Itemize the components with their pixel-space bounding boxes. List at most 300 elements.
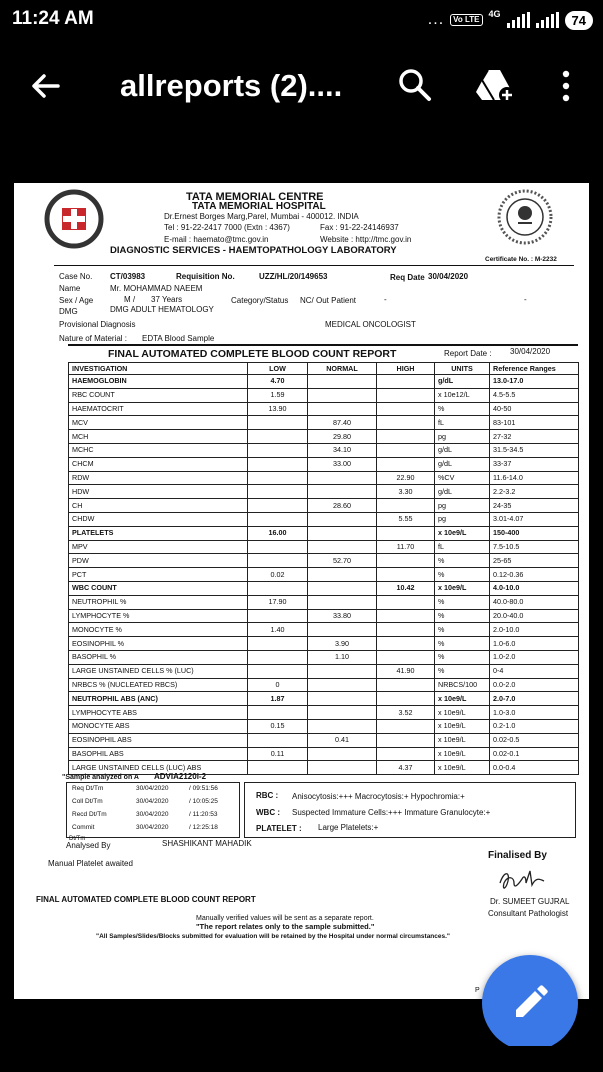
hospital-website: Website : http://tmc.gov.in	[320, 235, 412, 244]
reference-cell: 0.12-0.36	[490, 568, 579, 582]
high-cell	[377, 457, 435, 471]
platelet-morphology-label: PLATELET :	[256, 824, 302, 833]
table-row	[69, 375, 579, 389]
low-cell	[248, 512, 308, 526]
low-cell: 1.87	[248, 692, 308, 706]
signal-icon	[507, 12, 530, 28]
investigation-cell: MCH	[69, 430, 248, 444]
notification-dots: ...	[427, 11, 445, 28]
high-cell	[377, 443, 435, 457]
low-cell	[248, 471, 308, 485]
unit-cell: x 10e9/L	[435, 761, 490, 775]
high-cell: 22.90	[377, 471, 435, 485]
unit-cell: x 10e9/L	[435, 526, 490, 540]
unit-cell: g/dL	[435, 375, 490, 389]
normal-cell	[308, 581, 377, 595]
normal-cell: 33.80	[308, 609, 377, 623]
table-row	[69, 499, 579, 513]
investigation-cell: NRBCS % (NUCLEATED RBCS)	[69, 678, 248, 692]
investigation-cell: LYMPHOCYTE %	[69, 609, 248, 623]
hospital-name: TATA MEMORIAL HOSPITAL	[192, 201, 326, 212]
hospital-tel: Tel : 91-22-2417 7000 (Extn : 4367)	[164, 223, 290, 232]
dmg-label: DMG	[59, 307, 78, 316]
table-row	[69, 623, 579, 637]
high-cell	[377, 402, 435, 416]
table-row	[69, 430, 579, 444]
column-header: LOW	[248, 363, 308, 375]
column-header: UNITS	[435, 363, 490, 375]
low-cell	[248, 664, 308, 678]
table-row	[69, 581, 579, 595]
analysed-by-label: Analysed By	[66, 841, 111, 850]
investigation-cell: BASOPHIL %	[69, 650, 248, 664]
table-row	[69, 706, 579, 720]
reference-cell: 7.5-10.5	[490, 540, 579, 554]
normal-cell	[308, 402, 377, 416]
unit-cell: fL	[435, 540, 490, 554]
normal-cell: 33.00	[308, 457, 377, 471]
normal-cell	[308, 747, 377, 761]
timestamp-time: / 09:51:56	[189, 785, 218, 792]
category-value: NC/ Out Patient	[300, 296, 357, 305]
high-cell	[377, 650, 435, 664]
normal-cell	[308, 706, 377, 720]
manual-platelet-note: Manual Platelet awaited	[48, 859, 133, 868]
high-cell	[377, 388, 435, 402]
reference-cell: 27-32	[490, 430, 579, 444]
investigation-cell: BASOPHIL ABS	[69, 747, 248, 761]
commit-dt-label: Dt/Tm	[69, 836, 86, 842]
unit-cell: %	[435, 609, 490, 623]
low-cell: 17.90	[248, 595, 308, 609]
page-marker: P	[475, 987, 480, 994]
rbc-morphology-value: Anisocytosis:+++ Macrocytosis:+ Hypochromia:+	[292, 792, 465, 801]
normal-cell	[308, 664, 377, 678]
investigation-cell: CHCM	[69, 457, 248, 471]
unit-cell: x 10e9/L	[435, 706, 490, 720]
unit-cell: %	[435, 650, 490, 664]
low-cell: 1.40	[248, 623, 308, 637]
table-row	[69, 512, 579, 526]
reference-cell: 2.0-7.0	[490, 692, 579, 706]
material-label: Nature of Material :	[59, 334, 128, 343]
document-title: allreports (2)....	[120, 68, 343, 103]
department-name: DIAGNOSTIC SERVICES - HAEMTOPATHOLOGY LABORATORY	[110, 245, 397, 256]
unit-cell: %	[435, 623, 490, 637]
unit-cell: %CV	[435, 471, 490, 485]
high-cell	[377, 568, 435, 582]
unit-cell: x 10e9/L	[435, 719, 490, 733]
investigation-cell: CH	[69, 499, 248, 513]
unit-cell: g/dL	[435, 457, 490, 471]
low-cell	[248, 430, 308, 444]
reference-cell: 25-65	[490, 554, 579, 568]
low-cell	[248, 485, 308, 499]
normal-cell	[308, 485, 377, 499]
low-cell	[248, 416, 308, 430]
investigation-cell: RBC COUNT	[69, 388, 248, 402]
timestamp-time: / 11:20:53	[189, 811, 218, 818]
column-header: HIGH	[377, 363, 435, 375]
table-header-row	[69, 363, 579, 375]
case-value: CT/03983	[110, 272, 146, 281]
add-to-drive-icon[interactable]	[474, 66, 516, 104]
investigation-cell: PCT	[69, 568, 248, 582]
analysed-by-value: SHASHIKANT MAHADIK	[162, 839, 252, 848]
investigation-cell: RDW	[69, 471, 248, 485]
hospital-email: E-mail : haemato@tmc.gov.in	[164, 235, 269, 244]
tmc-logo-icon	[38, 189, 110, 249]
req-date-label: Req Date	[390, 273, 425, 282]
timestamp-time: / 12:25:18	[189, 824, 218, 831]
unit-cell: pg	[435, 512, 490, 526]
high-cell: 4.37	[377, 761, 435, 775]
normal-cell: 29.80	[308, 430, 377, 444]
unit-cell: x 10e12/L	[435, 388, 490, 402]
dmg-value: DMG ADULT HEMATOLOGY	[110, 305, 214, 314]
low-cell: 0.15	[248, 719, 308, 733]
low-cell	[248, 733, 308, 747]
timestamp-label: Commit	[72, 824, 95, 831]
low-cell	[248, 650, 308, 664]
rbc-morphology-label: RBC :	[256, 791, 279, 800]
high-cell	[377, 526, 435, 540]
app-bar	[0, 40, 603, 136]
reference-cell: 83-101	[490, 416, 579, 430]
high-cell	[377, 609, 435, 623]
search-icon[interactable]	[396, 66, 434, 104]
high-cell: 41.90	[377, 664, 435, 678]
normal-cell	[308, 595, 377, 609]
timestamp-label: Req Dt/Tm	[72, 785, 104, 792]
unit-cell: x 10e9/L	[435, 733, 490, 747]
reference-cell: 4.5-5.5	[490, 388, 579, 402]
reference-cell: 0.2-1.0	[490, 719, 579, 733]
high-cell	[377, 692, 435, 706]
unit-cell: x 10e9/L	[435, 692, 490, 706]
normal-cell: 34.10	[308, 443, 377, 457]
column-header: NORMAL	[308, 363, 377, 375]
table-row	[69, 650, 579, 664]
header-divider	[54, 265, 574, 266]
cbc-results-table	[68, 362, 579, 775]
investigation-cell: WBC COUNT	[69, 581, 248, 595]
unit-cell: NRBCS/100	[435, 678, 490, 692]
high-cell	[377, 375, 435, 389]
low-cell	[248, 457, 308, 471]
table-row	[69, 678, 579, 692]
table-row	[69, 416, 579, 430]
investigation-cell: HAEMOGLOBIN	[69, 375, 248, 389]
reference-cell: 1.0-2.0	[490, 650, 579, 664]
low-cell: 13.90	[248, 402, 308, 416]
investigation-cell: EOSINOPHIL ABS	[69, 733, 248, 747]
report-title: FINAL AUTOMATED COMPLETE BLOOD COUNT REPORT	[108, 348, 397, 360]
certification-seal-icon	[482, 187, 568, 251]
table-row	[69, 485, 579, 499]
investigation-cell: MONOCYTE ABS	[69, 719, 248, 733]
unit-cell: x 10e9/L	[435, 581, 490, 595]
normal-cell	[308, 761, 377, 775]
unit-cell: %	[435, 637, 490, 651]
report-date-label: Report Date :	[444, 349, 492, 358]
column-header: INVESTIGATION	[69, 363, 248, 375]
unit-cell: fL	[435, 416, 490, 430]
high-cell	[377, 747, 435, 761]
table-row	[69, 664, 579, 678]
reference-cell: 20.0-40.0	[490, 609, 579, 623]
patient-name: Mr. MOHAMMAD NAEEM	[110, 284, 203, 293]
table-row	[69, 747, 579, 761]
network-type-label: 4G	[488, 9, 501, 19]
reference-cell: 0.0-0.4	[490, 761, 579, 775]
low-cell	[248, 554, 308, 568]
table-row	[69, 554, 579, 568]
analyzer-value: ADVIA2120i-2	[154, 772, 207, 781]
reference-cell: 33-37	[490, 457, 579, 471]
reference-cell: 40-50	[490, 402, 579, 416]
table-row	[69, 457, 579, 471]
investigation-cell: MCV	[69, 416, 248, 430]
dash-2: -	[524, 295, 527, 304]
investigation-cell: LARGE UNSTAINED CELLS (LUC) ABS	[69, 761, 248, 775]
table-row	[69, 733, 579, 747]
sex-age-label: Sex / Age	[59, 296, 94, 305]
normal-cell	[308, 719, 377, 733]
normal-cell	[308, 692, 377, 706]
high-cell	[377, 595, 435, 609]
wbc-morphology-label: WBC :	[256, 808, 280, 817]
provisional-diagnosis-label: Provisional Diagnosis	[59, 320, 136, 329]
hospital-fax: Fax : 91-22-24146937	[320, 223, 399, 232]
reference-cell: 0.02-0.5	[490, 733, 579, 747]
high-cell: 11.70	[377, 540, 435, 554]
investigation-cell: MONOCYTE %	[69, 623, 248, 637]
unit-cell: %	[435, 595, 490, 609]
reference-cell: 1.0-6.0	[490, 637, 579, 651]
platelet-morphology-value: Large Platelets:+	[318, 823, 379, 832]
reference-cell: 4.0-10.0	[490, 581, 579, 595]
requisition-value: UZZ/HL/20/149653	[259, 272, 328, 281]
reference-cell: 2.2-3.2	[490, 485, 579, 499]
normal-cell	[308, 678, 377, 692]
unit-cell: x 10e9/L	[435, 747, 490, 761]
low-cell	[248, 581, 308, 595]
report-date-value: 30/04/2020	[510, 347, 551, 356]
more-vert-icon[interactable]	[554, 68, 578, 104]
reference-cell: 24-35	[490, 499, 579, 513]
title-divider	[68, 344, 578, 346]
reference-cell: 0-4	[490, 664, 579, 678]
table-row	[69, 761, 579, 775]
signal-icon-2	[536, 12, 559, 28]
table-row	[69, 388, 579, 402]
low-cell: 0	[248, 678, 308, 692]
name-label: Name	[59, 284, 81, 293]
normal-cell	[308, 375, 377, 389]
timestamp-date: 30/04/2020	[136, 798, 169, 805]
table-row	[69, 443, 579, 457]
edit-pencil-icon	[510, 983, 550, 1023]
unit-cell: pg	[435, 430, 490, 444]
low-cell: 0.02	[248, 568, 308, 582]
footer-note-1: Manually verified values will be sent as a separate report.	[196, 915, 374, 922]
high-cell	[377, 623, 435, 637]
investigation-cell: EOSINOPHIL %	[69, 637, 248, 651]
reference-cell: 0.0-2.0	[490, 678, 579, 692]
table-row	[69, 526, 579, 540]
material-value: EDTA Blood Sample	[142, 334, 215, 343]
normal-cell	[308, 512, 377, 526]
timestamp-label: Coll Dt/Tm	[72, 798, 103, 805]
high-cell: 3.52	[377, 706, 435, 720]
investigation-cell: HDW	[69, 485, 248, 499]
low-cell	[248, 499, 308, 513]
req-date-value: 30/04/2020	[428, 272, 469, 281]
status-bar	[0, 0, 603, 40]
document-page[interactable]	[14, 183, 589, 999]
normal-cell	[308, 526, 377, 540]
signature-icon	[492, 863, 552, 897]
reference-cell: 40.0-80.0	[490, 595, 579, 609]
reference-cell: 3.01-4.07	[490, 512, 579, 526]
investigation-cell: CHDW	[69, 512, 248, 526]
low-cell	[248, 443, 308, 457]
normal-cell	[308, 471, 377, 485]
normal-cell: 0.41	[308, 733, 377, 747]
investigation-cell: PLATELETS	[69, 526, 248, 540]
normal-cell: 3.90	[308, 637, 377, 651]
certificate-number: Certificate No. : M-2232	[485, 256, 557, 263]
investigation-cell: PDW	[69, 554, 248, 568]
normal-cell	[308, 623, 377, 637]
table-row	[69, 637, 579, 651]
case-label: Case No.	[59, 272, 93, 281]
timestamp-date: 30/04/2020	[136, 811, 169, 818]
table-row	[69, 402, 579, 416]
timestamp-date: 30/04/2020	[136, 824, 169, 831]
high-cell	[377, 430, 435, 444]
reference-cell: 0.02-0.1	[490, 747, 579, 761]
reference-cell: 31.5-34.5	[490, 443, 579, 457]
doctor-title: Consultant Pathologist	[488, 909, 569, 918]
high-cell: 10.42	[377, 581, 435, 595]
normal-cell: 87.40	[308, 416, 377, 430]
arrow-back-icon[interactable]	[26, 66, 66, 106]
investigation-cell: NEUTROPHIL ABS (ANC)	[69, 692, 248, 706]
sex-value: M /	[124, 295, 136, 304]
reference-cell: 1.0-3.0	[490, 706, 579, 720]
reference-cell: 2.0-10.0	[490, 623, 579, 637]
table-row	[69, 692, 579, 706]
low-cell	[248, 540, 308, 554]
finalised-by-label: Finalised By	[488, 850, 547, 861]
low-cell	[248, 637, 308, 651]
battery-icon: 74	[565, 11, 593, 30]
investigation-cell: NEUTROPHIL %	[69, 595, 248, 609]
referrer: MEDICAL ONCOLOGIST	[325, 320, 416, 329]
table-row	[69, 540, 579, 554]
unit-cell: %	[435, 554, 490, 568]
footer-note-3: "All Samples/Slides/Blocks submitted for evaluation will be retained by the Hospital under normal circumstances."	[96, 933, 451, 940]
timestamp-label: Recd Dt/Tm	[72, 811, 107, 818]
hospital-address: Dr.Ernest Borges Marg,Parel, Mumbai - 400012. INDIA	[164, 212, 359, 221]
investigation-cell: HAEMATOCRIT	[69, 402, 248, 416]
investigation-cell: LYMPHOCYTE ABS	[69, 706, 248, 720]
volte-icon: Vo LTE	[450, 14, 482, 26]
high-cell	[377, 678, 435, 692]
category-label: Category/Status	[231, 296, 289, 305]
footer-title: FINAL AUTOMATED COMPLETE BLOOD COUNT REPORT	[36, 895, 256, 904]
low-cell	[248, 761, 308, 775]
table-row	[69, 471, 579, 485]
unit-cell: pg	[435, 499, 490, 513]
normal-cell: 1.10	[308, 650, 377, 664]
investigation-cell: LARGE UNSTAINED CELLS % (LUC)	[69, 664, 248, 678]
normal-cell	[308, 540, 377, 554]
high-cell: 5.55	[377, 512, 435, 526]
low-cell: 1.59	[248, 388, 308, 402]
org-name: TATA MEMORIAL CENTRE	[186, 191, 324, 203]
edit-fab-button[interactable]	[482, 955, 578, 1051]
table-row	[69, 609, 579, 623]
normal-cell	[308, 568, 377, 582]
table-row	[69, 719, 579, 733]
unit-cell: g/dL	[435, 443, 490, 457]
doctor-name: Dr. SUMEET GUJRAL	[490, 897, 570, 906]
requisition-label: Requisition No.	[176, 272, 235, 281]
unit-cell: %	[435, 402, 490, 416]
age-value: 37 Years	[151, 295, 183, 304]
low-cell: 0.11	[248, 747, 308, 761]
footer-note-2: "The report relates only to the sample submitted."	[196, 922, 375, 931]
investigation-cell: MPV	[69, 540, 248, 554]
normal-cell: 52.70	[308, 554, 377, 568]
timestamp-date: 30/04/2020	[136, 785, 169, 792]
normal-cell: 28.60	[308, 499, 377, 513]
wbc-morphology-value: Suspected Immature Cells:+++ Immature Granulocyte:+	[292, 808, 491, 817]
analyzer-label: "Sample analyzed on A	[62, 774, 139, 781]
high-cell	[377, 719, 435, 733]
low-cell: 4.70	[248, 375, 308, 389]
unit-cell: %	[435, 568, 490, 582]
high-cell: 3.30	[377, 485, 435, 499]
reference-cell: 150-400	[490, 526, 579, 540]
high-cell	[377, 416, 435, 430]
table-row	[69, 568, 579, 582]
status-icons	[428, 9, 593, 31]
timestamp-time: / 10:05:25	[189, 798, 218, 805]
column-header: Reference Ranges	[490, 363, 579, 375]
high-cell	[377, 637, 435, 651]
low-cell	[248, 609, 308, 623]
low-cell: 16.00	[248, 526, 308, 540]
high-cell	[377, 499, 435, 513]
table-row	[69, 595, 579, 609]
status-time: 11:24 AM	[12, 8, 94, 29]
normal-cell	[308, 388, 377, 402]
high-cell	[377, 554, 435, 568]
high-cell	[377, 733, 435, 747]
bottom-nav-area	[0, 1046, 603, 1072]
unit-cell: g/dL	[435, 485, 490, 499]
investigation-cell: MCHC	[69, 443, 248, 457]
low-cell	[248, 706, 308, 720]
reference-cell: 13.0-17.0	[490, 375, 579, 389]
unit-cell: %	[435, 664, 490, 678]
reference-cell: 11.6-14.0	[490, 471, 579, 485]
dash-1: -	[384, 295, 387, 304]
